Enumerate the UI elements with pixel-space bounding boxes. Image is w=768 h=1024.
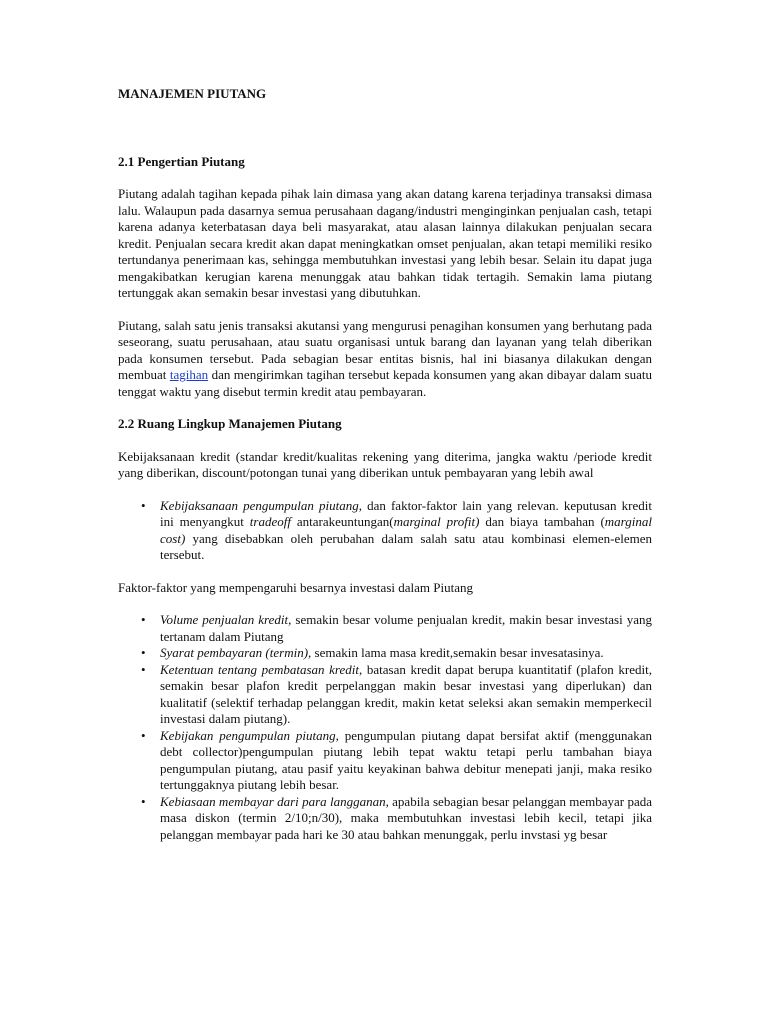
paragraph-faktor-intro: Faktor-faktor yang mempengaruhi besarnya investasi dalam Piutang — [118, 579, 473, 595]
list-item-text: , batasan kredit dapat berupa kuantitatif (plafon kredit, semakin besar plafon kredit perpelanggan makin besar investasi yang diperlukan) dan kualitatif (selektif terhadap pelanggan kredit, makin ketat seleksi akan semakin memperkecil investasi dalam piutang). — [160, 661, 652, 726]
italic-term: tradeoff — [249, 514, 291, 529]
list-item — [141, 793, 652, 844]
list-item — [141, 727, 652, 794]
paragraph-pengertian-2 — [118, 318, 652, 401]
italic-term: Kebijaksanaan pengumpulan piutang — [160, 497, 359, 513]
italic-term: Ketentuan tentang pembatasan kredit — [160, 661, 359, 677]
bullet-icon: • — [141, 661, 146, 677]
list-item-text: , dan faktor-faktor lain yang relevan. keputusan kredit ini menyangkut — [160, 497, 652, 529]
italic-term: marginal cost) — [160, 514, 652, 546]
list-item — [141, 661, 652, 728]
list-item — [141, 612, 652, 645]
list-item-text: antarakeuntungan( — [290, 514, 394, 529]
paragraph-text: Piutang, salah satu jenis transaksi akutansi yang mengurusi penagihan konsumen yang berhutang pada seseorang, suatu perusahaan, atau suatu organisasi untuk barang dan layanan yang telah diberikan pada konsumen tersebut. Pada sebagian besar entitas bisnis, hal ini biasanya dilakukan dengan membuat — [118, 317, 652, 382]
list-item-text: yang disebabkan oleh perubahan dalam salah satu atau kombinasi elemen-elemen tersebut. — [160, 530, 652, 562]
italic-term: marginal profit) — [393, 514, 480, 529]
bullet-icon: • — [141, 793, 146, 809]
italic-term: Kebiasaan membayar dari para langganan — [160, 793, 386, 809]
document-title: MANAJEMEN PIUTANG — [118, 86, 267, 101]
bullet-icon: • — [141, 727, 146, 743]
paragraph-text: dan mengirimkan tagihan tersebut kepada konsumen yang akan dibayar dalam suatu tenggat waktu yang disebut termin kredit atau pembayaran. — [118, 367, 652, 399]
list-item — [141, 497, 652, 564]
bullet-list-kebijaksanaan — [118, 498, 652, 564]
list-item-text: semakin lama masa kredit,semakin besar invesatasinya. — [311, 645, 604, 660]
italic-term: Volume penjualan kredit — [160, 612, 289, 627]
list-item-text: , pengumpulan piutang dapat bersifat aktif (menggunakan debt collector)pengumpulan piutang lebih tepat waktu tetapi perlu tambahan biaya pengumpulan piutang, atau pasif yaitu keyakinan bahwa debitur menepati janji, maka resiko tertunggaknya piutang lebih besar. — [160, 727, 652, 792]
section-heading-pengertian: 2.1 Pengertian Piutang — [118, 153, 245, 169]
list-item-text: dan biaya tambahan ( — [479, 514, 605, 529]
italic-term: Kebijakan pengumpulan piutang — [160, 727, 336, 743]
bullet-list-faktor — [118, 612, 652, 843]
italic-term: Syarat pembayaran (termin), — [160, 645, 312, 660]
section-heading-ruang-lingkup: 2.2 Ruang Lingkup Manajemen Piutang — [118, 416, 342, 431]
paragraph-kebijaksanaan-kredit: Kebijaksanaan kredit (standar kredit/kualitas rekening yang diterima, jangka waktu /periode kredit yang diberikan, discount/potongan tunai yang diberikan untuk pembayaran yang lebih awal — [118, 448, 652, 480]
list-item — [141, 645, 652, 662]
bullet-icon: • — [141, 497, 146, 513]
list-item-text: , apabila sebagian besar pelanggan membayar pada masa diskon (termin 2/10;n/30), maka membutuhkan investasi lebih kecil, tetapi jika pelanggan membayar pada hari ke 30 atau bahkan menunggak, perlu invstasi yg besar — [160, 793, 652, 842]
tagihan-link[interactable]: tagihan — [169, 367, 209, 382]
bullet-icon: • — [141, 645, 146, 660]
paragraph-pengertian-1: Piutang adalah tagihan kepada pihak lain dimasa yang akan datang karena terjadinya transaksi dimasa lalu. Walaupun pada dasarnya semua perusahaan dagang/industri menginginkan penjualan cash, tetapi karena adanya keterbatasan daya beli masyarakat, atau alasan lainnya dilakukan penjualan secara kredit. Penjualan secara kredit akan dapat meningkatkan omset penjualan, akan tetapi memiliki resiko tertundanya penerimaan kas, sehingga membutuhkan investasi yang lebih besar. Selain itu dapat juga mengakibatkan kerugian karena menunggak atau bahkan tidak tertagih. Semakin lama piutang tertunggak akan semakin besar investasi yang dibutuhkan. — [118, 186, 652, 300]
list-item-text: , semakin besar volume penjualan kredit, makin besar investasi yang tertanam dalam Piutang — [160, 612, 652, 644]
bullet-icon: • — [141, 612, 146, 627]
